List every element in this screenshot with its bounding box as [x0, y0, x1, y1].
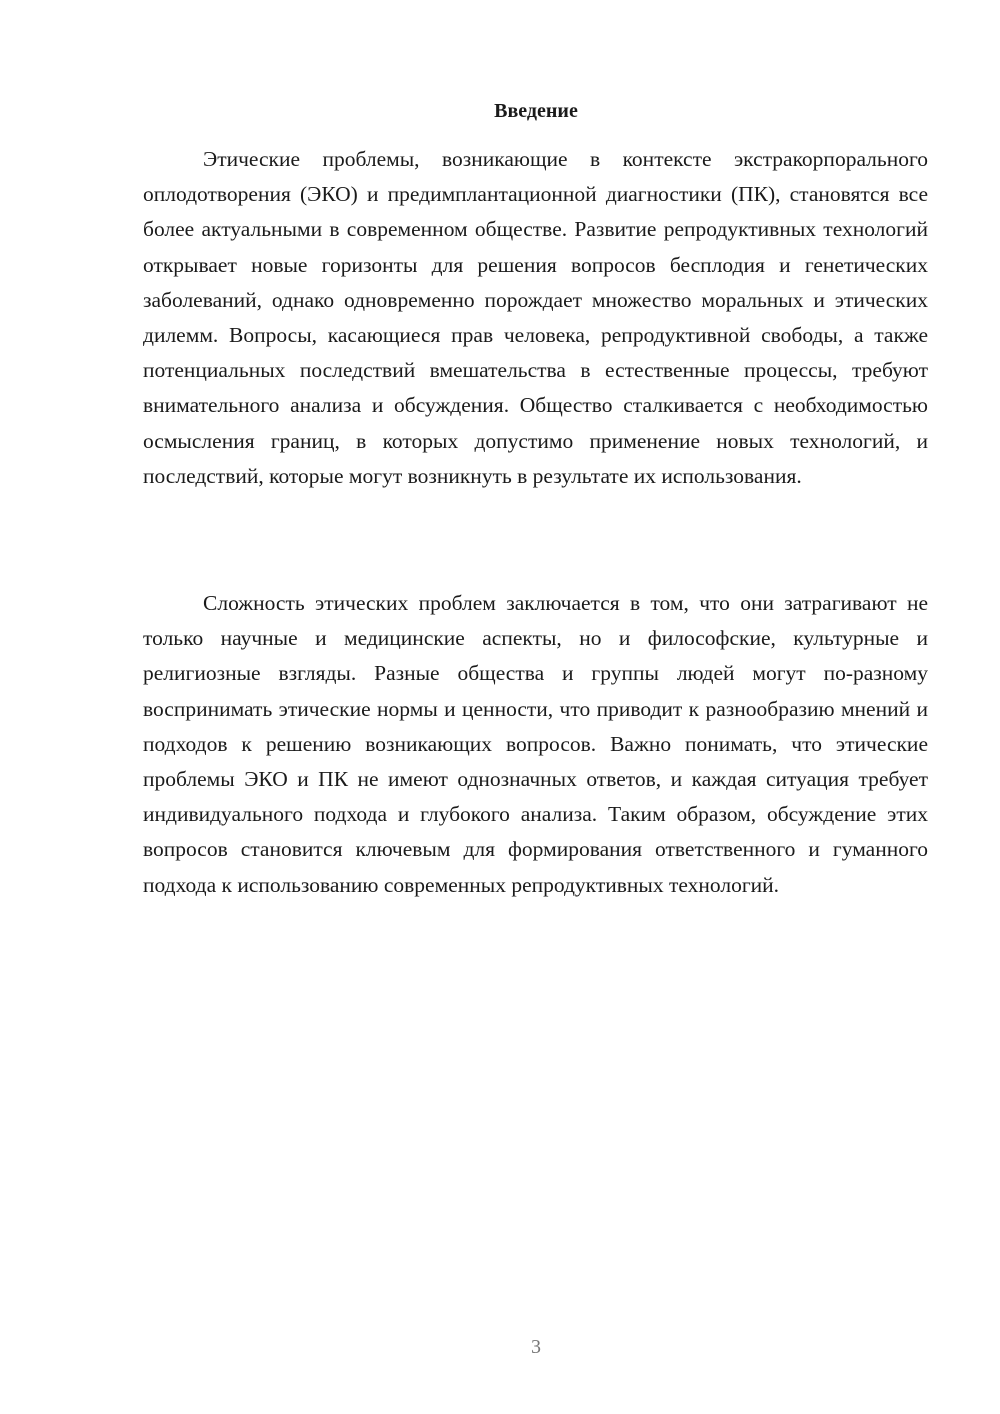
page-number: 3	[531, 1336, 541, 1358]
paragraph-1: Этические проблемы, возникающие в контексте экстракорпорального оплодотворения (ЭКО) и предимплантационной диагностики (ПК), становятся все более актуальными в современном обществе. Развитие репродуктивных технологий открывает новые горизонты для решения вопросов бесплодия и генетических заболеваний, однако одновременно порождает множество моральных и этических дилемм. Вопросы, касающиеся прав человека, репродуктивной свободы, а также потенциальных последствий вмешательства в естественные процессы, требуют внимательного анализа и обсуждения. Общество сталкивается с необходимостью осмысления границ, в которых допустимо применение новых технологий, и последствий, которые могут возникнуть в результате их использования.	[143, 147, 928, 488]
section-heading: Введение	[494, 100, 578, 122]
paragraph-2: Сложность этических проблем заключается в том, что они затрагивают не только научные и медицинские аспекты, но и философские, культурные и религиозные взгляды. Разные общества и группы людей могут по-разному воспринимать этические нормы и ценности, что приводит к разнообразию мнений и подходов к решению возникающих вопросов. Важно понимать, что этические проблемы ЭКО и ПК не имеют однозначных ответов, и каждая ситуация требует индивидуального подхода и глубокого анализа. Таким образом, обсуждение этих вопросов становится ключевым для формирования ответственного и гуманного подхода к использованию современных репродуктивных технологий.	[143, 591, 928, 897]
